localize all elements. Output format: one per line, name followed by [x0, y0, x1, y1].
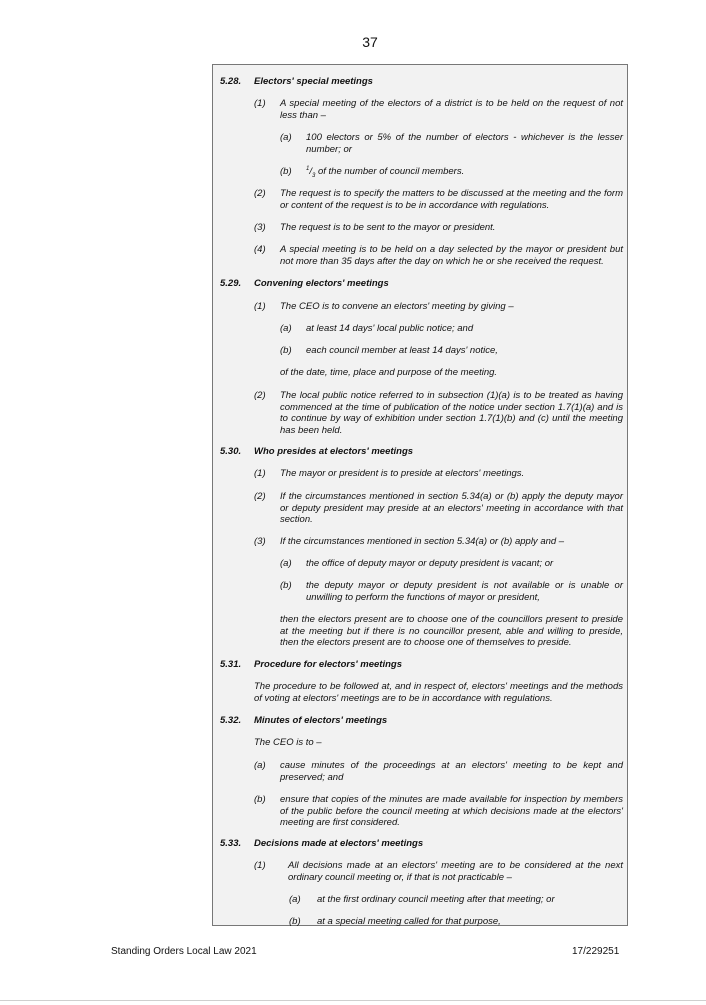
subsection-number: (3): [254, 222, 266, 233]
section-title: Procedure for electors' meetings: [254, 659, 402, 670]
paragraph-text: the office of deputy mayor or deputy president is vacant; or: [306, 558, 554, 569]
paragraph-label: (b): [254, 794, 266, 805]
paragraph-text: each council member at least 14 days' notice,: [306, 345, 498, 356]
subsection-text: A special meeting of the electors of a district is to be held on the request of not less than –: [280, 98, 623, 121]
fraction-numerator: 1: [306, 165, 310, 172]
paragraph-text: ensure that copies of the minutes are made available for inspection by members of the public before the council meeting at which decisions made at the electors' meeting are first considered.: [280, 794, 623, 828]
subsection-number: (2): [254, 390, 266, 401]
legislation-extract-box: [212, 64, 628, 926]
page-number: 37: [362, 34, 378, 50]
subsection-number: (2): [254, 188, 266, 199]
footer-document-title: Standing Orders Local Law 2021: [111, 946, 257, 957]
section-number: 5.32.: [220, 715, 242, 726]
paragraph-text: 100 electors or 5% of the number of electors - whichever is the lesser number; or: [306, 132, 623, 155]
subsection-number: (1): [254, 468, 266, 479]
subsection-text: The request is to specify the matters to be discussed at the meeting and the form or content of the request is to be in accordance with regulations.: [280, 188, 623, 211]
section-number: 5.29.: [220, 278, 242, 289]
section-number: 5.33.: [220, 838, 242, 849]
paragraph-text: at a special meeting called for that purpose,: [317, 916, 501, 927]
section-title: Convening electors' meetings: [254, 278, 389, 289]
paragraph-label: (a): [254, 760, 266, 771]
paragraph-continuation: of the date, time, place and purpose of the meeting.: [280, 367, 498, 378]
subsection-number: (1): [254, 301, 266, 312]
paragraph-text: cause minutes of the proceedings at an electors' meeting to be kept and preserved; and: [280, 760, 623, 783]
section-intro: The CEO is to –: [254, 737, 322, 748]
footer-reference-number: 17/229251: [572, 946, 620, 957]
subsection-text: The CEO is to convene an electors' meeting by giving –: [280, 301, 514, 312]
paragraph-text: the deputy mayor or deputy president is not available or is unable or unwilling to perform the functions of mayor or president,: [306, 580, 623, 603]
section-number: 5.28.: [220, 76, 242, 87]
subsection-text: If the circumstances mentioned in section 5.34(a) or (b) apply the deputy mayor or deputy president may preside at an electors' meeting in accordance with that section.: [280, 491, 623, 525]
one-third-paragraph: $^1/_3$ of the number of council members.: [306, 165, 465, 179]
paragraph-label: (b): [289, 916, 301, 927]
subsection-text: A special meeting is to be held on a day selected by the mayor or president but not more than 35 days after the day on which he or she received the request.: [280, 244, 623, 267]
subsection-number: (1): [254, 98, 266, 109]
paragraph-label: (a): [280, 323, 292, 334]
subsection-text: The mayor or president is to preside at electors' meetings.: [280, 468, 525, 479]
subsection-text: All decisions made at an electors' meeting are to be considered at the next ordinary council meeting or, if that is not practicable –: [288, 860, 623, 883]
section-title: Who presides at electors' meetings: [254, 446, 414, 457]
subsection-text: The local public notice referred to in subsection (1)(a) is to be treated as having commenced at the time of publication of the notice under section 1.7(1)(a) and is to continue by way of exhibition under section 1.7(1)(b) and (c) until the meeting has been held.: [280, 390, 623, 436]
section-title: Electors' special meetings: [254, 76, 373, 87]
section-title: Minutes of electors' meetings: [254, 715, 388, 726]
paragraph-label: (b): [280, 345, 292, 356]
paragraph-label: (a): [280, 132, 292, 143]
paragraph-label: (b): [280, 166, 292, 177]
subsection-number: (4): [254, 244, 266, 255]
subsection-number: (2): [254, 491, 266, 502]
fraction-denominator: 3: [311, 172, 316, 179]
subsection-text: The request is to be sent to the mayor or president.: [280, 222, 496, 233]
section-title: Decisions made at electors' meetings: [254, 838, 424, 849]
subsection-number: (3): [254, 536, 266, 547]
paragraph-text: at least 14 days' local public notice; and: [306, 323, 474, 334]
paragraph-text: at the first ordinary council meeting after that meeting; or: [317, 894, 555, 905]
paragraph-label: (a): [289, 894, 301, 905]
paragraph-label: (b): [280, 580, 292, 591]
paragraph-continuation: then the electors present are to choose one of the councillors present to preside at the meeting but if there is no councillor present, able and willing to preside, then the electors present are to choose one of themselves to preside.: [280, 614, 623, 648]
section-number: 5.31.: [220, 659, 242, 670]
section-body: The procedure to be followed at, and in respect of, electors' meetings and the methods of voting at electors' meetings are to be in accordance with regulations.: [254, 681, 623, 704]
paragraph-text: of the number of council members.: [317, 166, 465, 177]
subsection-text: If the circumstances mentioned in section 5.34(a) or (b) apply and –: [280, 536, 565, 547]
subsection-number: (1): [254, 860, 266, 871]
paragraph-label: (a): [280, 558, 292, 569]
section-number: 5.30.: [220, 446, 242, 457]
page-bottom-divider: [0, 1000, 706, 1001]
